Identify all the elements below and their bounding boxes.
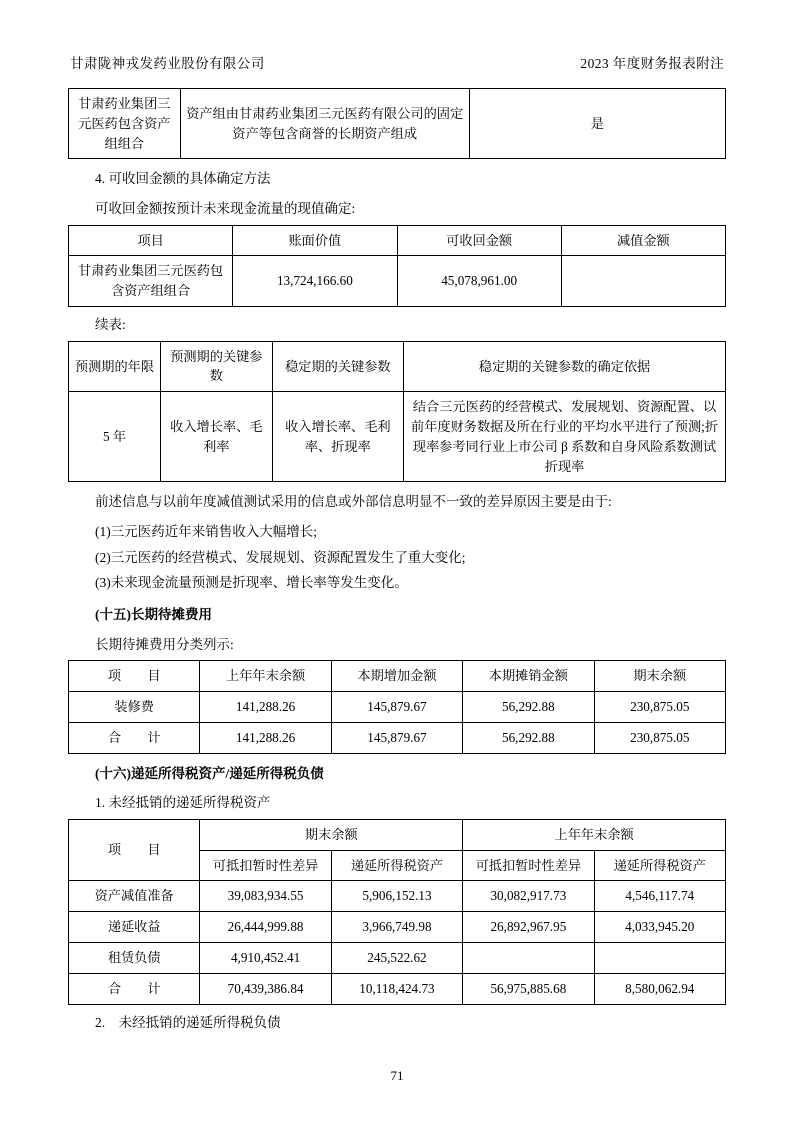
table-row (69, 912, 726, 943)
col-header-item: 项目 (69, 225, 233, 256)
cell-begin-deferred-tax-asset: 8,580,062.94 (594, 973, 725, 1004)
cell-end-deductible-difference: 70,439,386.84 (200, 973, 331, 1004)
cell-item: 租赁负债 (69, 943, 200, 974)
table-row (69, 881, 726, 912)
table-row (69, 256, 726, 307)
cell-end-deductible-difference: 26,444,999.88 (200, 912, 331, 943)
recoverable-amount-table (68, 225, 726, 307)
cell-item: 甘肃药业集团三元医药包含资产组组合 (69, 256, 233, 307)
cell-stable-params: 收入增长率、毛利率、折现率 (272, 392, 403, 482)
table-header-row (69, 661, 726, 692)
page-number: 71 (390, 1068, 404, 1083)
asset-group-table (68, 88, 726, 159)
difference-reason-3: (3)未来现金流量预测是折现率、增长率等发生变化。 (95, 575, 408, 591)
col-header-increase: 本期增加金额 (331, 661, 462, 692)
page-header (68, 52, 726, 78)
section-15-title: (十五)长期待摊费用 (95, 606, 212, 622)
section-4-lead: 可收回金额按预计未来现金流量的现值确定: (95, 201, 356, 217)
difference-reason-1: (1)三元医药近年来销售收入大幅增长; (95, 524, 317, 540)
cell-end-deductible-difference: 39,083,934.55 (200, 881, 331, 912)
cell-end-balance: 230,875.05 (594, 691, 725, 722)
col-header-basis: 稳定期的关键参数的确定依据 (404, 341, 726, 392)
col-header-forecast-years: 预测期的年限 (69, 341, 161, 392)
col-header-begin-deductible-difference: 可抵扣暂时性差异 (463, 850, 594, 881)
asset-group-flag: 是 (469, 89, 725, 159)
cell-basis: 结合三元医药的经营模式、发展规划、资源配置、以前年度财务数据及所在行业的平均水平进行了预测;折现率参考同行业上市公司 β 系数和自身风险系数测试折现率 (404, 392, 726, 482)
cell-begin-deferred-tax-asset: 4,546,117.74 (594, 881, 725, 912)
col-header-item: 项 目 (69, 661, 200, 692)
table-row (69, 89, 726, 159)
col-header-end-balance: 期末余额 (200, 819, 463, 850)
cell-begin-deferred-tax-asset (594, 943, 725, 974)
cell-begin-balance: 141,288.26 (200, 691, 331, 722)
section-16-sub1-title: 1. 未经抵销的递延所得税资产 (95, 795, 271, 811)
cell-begin-deductible-difference: 56,975,885.68 (463, 973, 594, 1004)
cell-amortization: 56,292.88 (463, 691, 594, 722)
table-row (69, 392, 726, 482)
cell-book-value: 13,724,166.60 (233, 256, 397, 307)
cell-item: 资产减值准备 (69, 881, 200, 912)
col-header-begin-deferred-tax-asset: 递延所得税资产 (594, 850, 725, 881)
col-header-item: 项 目 (69, 819, 200, 881)
header-doc-title: 2023 年度财务报表附注 (580, 56, 724, 71)
table-header-row (69, 225, 726, 256)
cell-begin-deductible-difference: 26,892,967.95 (463, 912, 594, 943)
cell-increase: 145,879.67 (331, 691, 462, 722)
col-header-amortization: 本期摊销金额 (463, 661, 594, 692)
col-header-end-balance: 期末余额 (594, 661, 725, 692)
cell-end-deductible-difference: 4,910,452.41 (200, 943, 331, 974)
cell-item: 装修费 (69, 691, 200, 722)
cell-begin-deferred-tax-asset: 4,033,945.20 (594, 912, 725, 943)
cell-increase: 145,879.67 (331, 722, 462, 753)
asset-group-name: 甘肃药业集团三元医药包含资产组组合 (69, 89, 181, 159)
cell-forecast-params: 收入增长率、毛利率 (160, 392, 272, 482)
table-row (69, 973, 726, 1004)
cell-item: 合 计 (69, 973, 200, 1004)
cell-end-deferred-tax-asset: 10,118,424.73 (331, 973, 462, 1004)
col-header-begin-balance: 上年年末余额 (463, 819, 726, 850)
cell-end-deferred-tax-asset: 5,906,152.13 (331, 881, 462, 912)
deferred-tax-assets-table (68, 819, 726, 1005)
cell-end-deferred-tax-asset: 3,966,749.98 (331, 912, 462, 943)
cell-begin-balance: 141,288.26 (200, 722, 331, 753)
asset-group-composition: 资产组由甘肃药业集团三元医药有限公司的固定资产等包含商誉的长期资产组成 (180, 89, 469, 159)
header-company: 甘肃陇神戎发药业股份有限公司 (70, 56, 265, 71)
cell-impairment (561, 256, 725, 307)
continued-table-label: 续表: (95, 317, 126, 333)
difference-reason-2: (2)三元医药的经营模式、发展规划、资源配置发生了重大变化; (95, 549, 466, 565)
cell-begin-deductible-difference: 30,082,917.73 (463, 881, 594, 912)
table-row (69, 691, 726, 722)
cell-item: 合 计 (69, 722, 200, 753)
key-parameters-table (68, 341, 726, 483)
col-header-impairment: 减值金额 (561, 225, 725, 256)
col-header-end-deferred-tax-asset: 递延所得税资产 (331, 850, 462, 881)
difference-reason-lead: 前述信息与以前年度减值测试采用的信息或外部信息明显不一致的差异原因主要是由于: (95, 494, 612, 510)
table-row (69, 943, 726, 974)
section-16-title: (十六)递延所得税资产/递延所得税负债 (95, 765, 324, 781)
cell-end-balance: 230,875.05 (594, 722, 725, 753)
cell-amortization: 56,292.88 (463, 722, 594, 753)
col-header-stable-params: 稳定期的关键参数 (272, 341, 403, 392)
cell-recoverable: 45,078,961.00 (397, 256, 561, 307)
col-header-book-value: 账面价值 (233, 225, 397, 256)
col-header-begin-balance: 上年年末余额 (200, 661, 331, 692)
table-header-row-group (69, 819, 726, 850)
col-header-forecast-params: 预测期的关键参数 (160, 341, 272, 392)
col-header-end-deductible-difference: 可抵扣暂时性差异 (200, 850, 331, 881)
cell-item: 递延收益 (69, 912, 200, 943)
cell-begin-deductible-difference (463, 943, 594, 974)
cell-forecast-years: 5 年 (69, 392, 161, 482)
section-4-title: 4. 可收回金额的具体确定方法 (95, 171, 271, 187)
long-term-prepaid-expenses-table (68, 660, 726, 753)
section-15-lead: 长期待摊费用分类列示: (95, 636, 234, 652)
table-row (69, 722, 726, 753)
col-header-recoverable: 可收回金额 (397, 225, 561, 256)
cell-end-deferred-tax-asset: 245,522.62 (331, 943, 462, 974)
section-16-sub2-title: 2. 未经抵销的递延所得税负债 (95, 1014, 281, 1030)
table-header-row (69, 341, 726, 392)
